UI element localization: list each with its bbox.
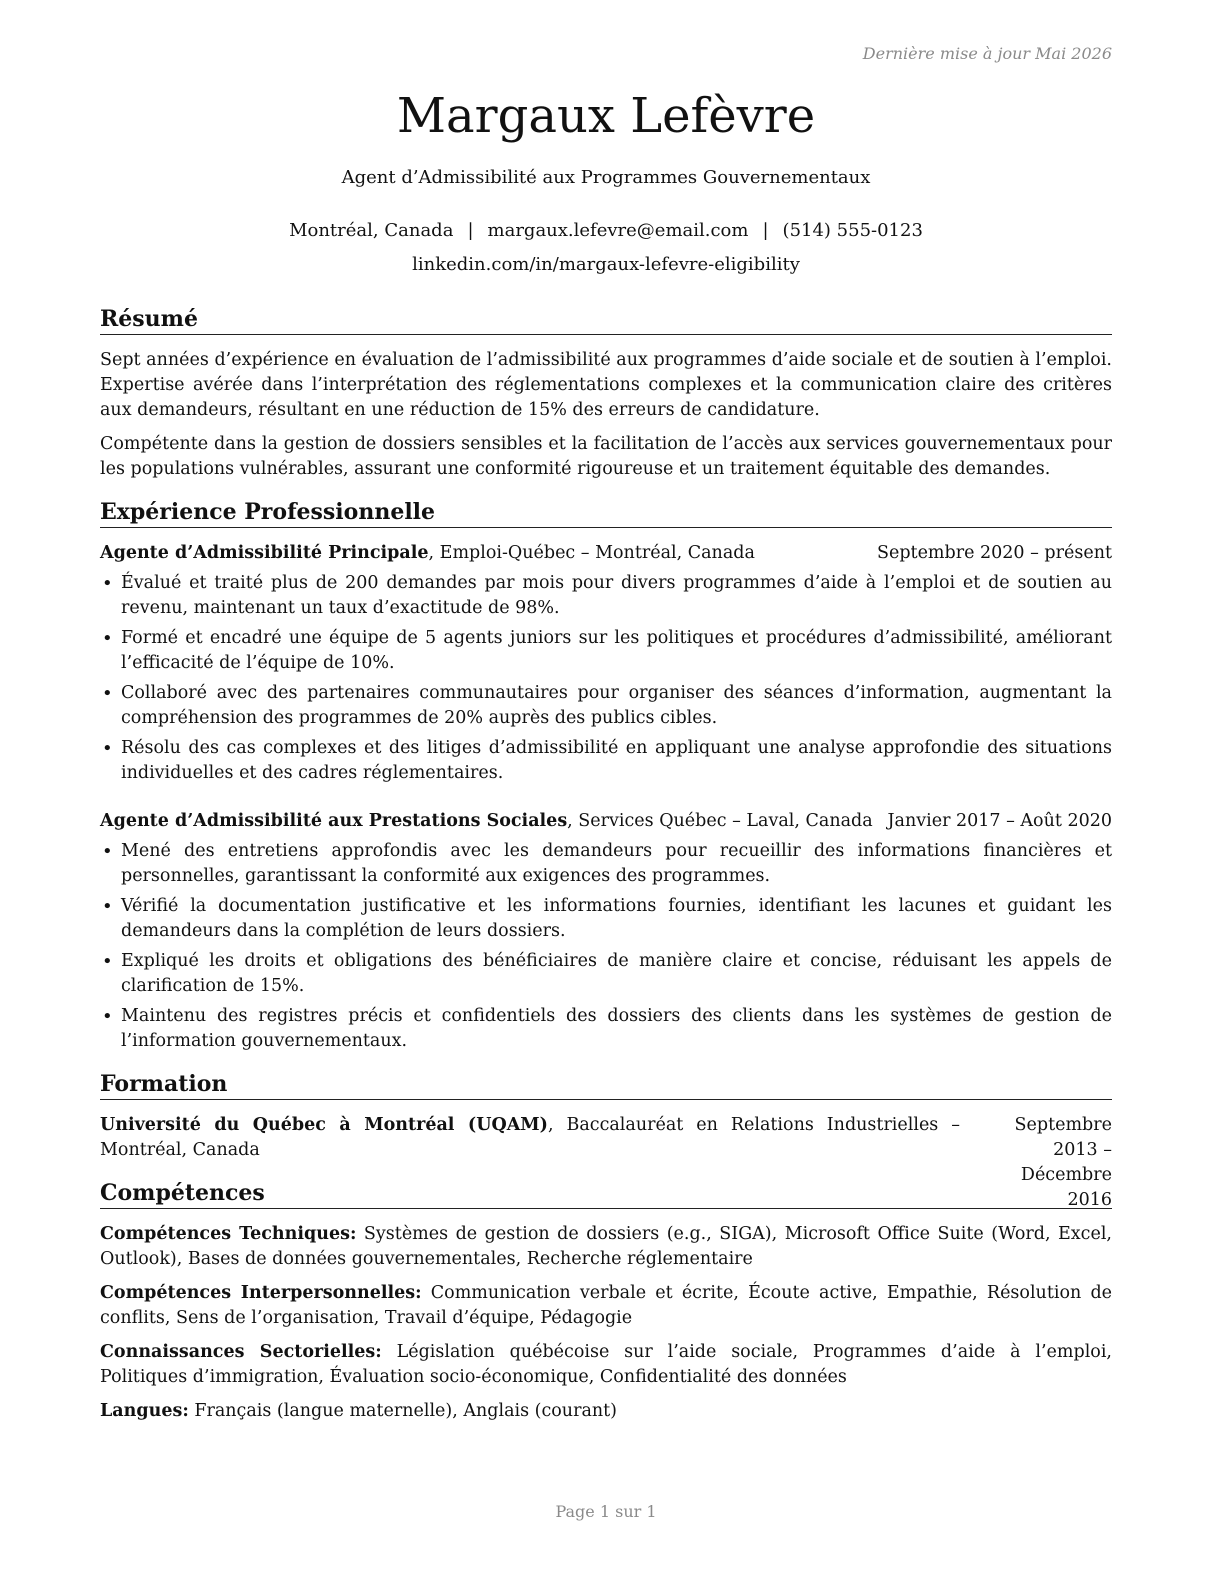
skill-group [100, 1399, 1112, 1424]
list-item: • Résolu des cas complexes et des litiges d’admissibilité en appliquant une analyse approfondie des situations individuelles et des cadres réglementaires. [100, 736, 1112, 786]
location: Montréal, Canada [289, 220, 454, 241]
skill-text: Français (langue maternelle), Anglais (courant) [188, 1401, 618, 1421]
resume-page [100, 0, 1112, 1584]
skill-label: Connaissances Sectorielles: [100, 1342, 382, 1362]
email-link[interactable]: margaux.lefevre@email.com [487, 220, 749, 241]
degree: , Baccalauréat en Relations Industrielles – Montréal, Canada [100, 1115, 961, 1160]
candidate-name: Margaux Lefèvre [396, 88, 816, 144]
list-item: • Évalué et traité plus de 200 demandes par mois pour divers programmes d’aide à l’emploi et de soutien au revenu, maintenant un taux d’exactitude de 98%. [100, 571, 1112, 621]
page-number: Page 1 sur 1 [555, 1502, 657, 1521]
skill-group [100, 1281, 1112, 1331]
skill-text: Systèmes de gestion de dossiers (e.g., SIGA), Microsoft Office Suite (Word, Excel, Outlook), Bases de données gouvernementales, Recherche réglementaire [100, 1224, 1112, 1269]
job-bullets [100, 571, 1112, 791]
contact-line [100, 220, 1112, 241]
job-header [100, 809, 1112, 834]
summary-paragraph-2: Compétente dans la gestion de dossiers sensibles et la facilitation de l’accès aux services gouvernementaux pour les populations vulnérables, assurant une conformité rigoureuse et un traitement équitable des demandes. [100, 434, 1112, 479]
list-item: • Maintenu des registres précis et confidentiels des dossiers des clients dans les systèmes de gestion de l’information gouvernementaux. [100, 1004, 1112, 1054]
job-header [100, 541, 1112, 566]
section-title-education: Formation [100, 1071, 1112, 1100]
school-name: Université du Québec à Montréal (UQAM) [100, 1115, 548, 1135]
job-role-line [100, 809, 873, 834]
skill-label: Compétences Techniques: [100, 1224, 357, 1244]
list-item: • Vérifié la documentation justificative et les informations fournies, identifiant les lacunes et guidant les demandeurs dans la complétion de leurs dossiers. [100, 894, 1112, 944]
education-dates: Septembre 2013 – Décembre 2016 [1014, 1115, 1112, 1210]
job-role-line [100, 541, 755, 566]
skill-label: Compétences Interpersonnelles: [100, 1283, 422, 1303]
job-role: Agente d’Admissibilité aux Prestations Sociales [100, 811, 568, 831]
list-item: • Formé et encadré une équipe de 5 agents juniors sur les politiques et procédures d’admissibilité, améliorant l’efficacité de l’équipe de 10%. [100, 626, 1112, 676]
list-item: • Expliqué les droits et obligations des bénéficiaires de manière claire et concise, réduisant les appels de clarification de 15%. [100, 949, 1112, 999]
list-item: • Collaboré avec des partenaires communautaires pour organiser des séances d’information, augmentant la compréhension des programmes de 20% auprès des publics cibles. [100, 681, 1112, 731]
skill-label: Langues: [100, 1401, 189, 1421]
section-title-skills: Compétences [100, 1180, 1112, 1209]
job-org: , Emploi-Québec – Montréal, Canada [428, 543, 755, 563]
job-dates: Septembre 2020 – présent [877, 543, 1112, 563]
skill-group [100, 1340, 1112, 1390]
separator: | [467, 220, 474, 241]
list-item: • Mené des entretiens approfondis avec les demandeurs pour recueillir des informations financières et personnelles, garantissant la conformité aux exigences des programmes. [100, 839, 1112, 889]
job-bullets [100, 839, 1112, 1059]
candidate-title: Agent d’Admissibilité aux Programmes Gouvernementaux [341, 167, 871, 188]
phone-number: (514) 555-0123 [782, 220, 923, 241]
section-title-summary: Résumé [100, 306, 1112, 335]
job-dates: Janvier 2017 – Août 2020 [887, 811, 1112, 831]
last-updated: Dernière mise à jour Mai 2026 [862, 44, 1112, 63]
linkedin-link[interactable]: linkedin.com/in/margaux-lefevre-eligibility [412, 254, 800, 275]
summary-paragraph-1: Sept années d’expérience en évaluation de l’admissibilité aux programmes d’aide sociale et de soutien à l’emploi. Expertise avérée dans l’interprétation des réglementations complexes et la communication claire des critères aux demandeurs, résultant en une réduction de 15% des erreurs de candidature. [100, 350, 1112, 420]
skill-text: Communication verbale et écrite, Écoute active, Empathie, Résolution de conflits, Sens de l’organisation, Travail d’équipe, Pédagogie [100, 1283, 1112, 1328]
skill-text: Législation québécoise sur l’aide sociale, Programmes d’aide à l’emploi, Politiques d’immigration, Évaluation socio-économique, Confidentialité des données [100, 1342, 1112, 1387]
job-role: Agente d’Admissibilité Principale [100, 543, 429, 563]
job-org: , Services Québec – Laval, Canada [567, 811, 873, 831]
skill-group [100, 1222, 1112, 1272]
separator: | [762, 220, 769, 241]
section-title-experience: Expérience Professionnelle [100, 499, 1112, 528]
